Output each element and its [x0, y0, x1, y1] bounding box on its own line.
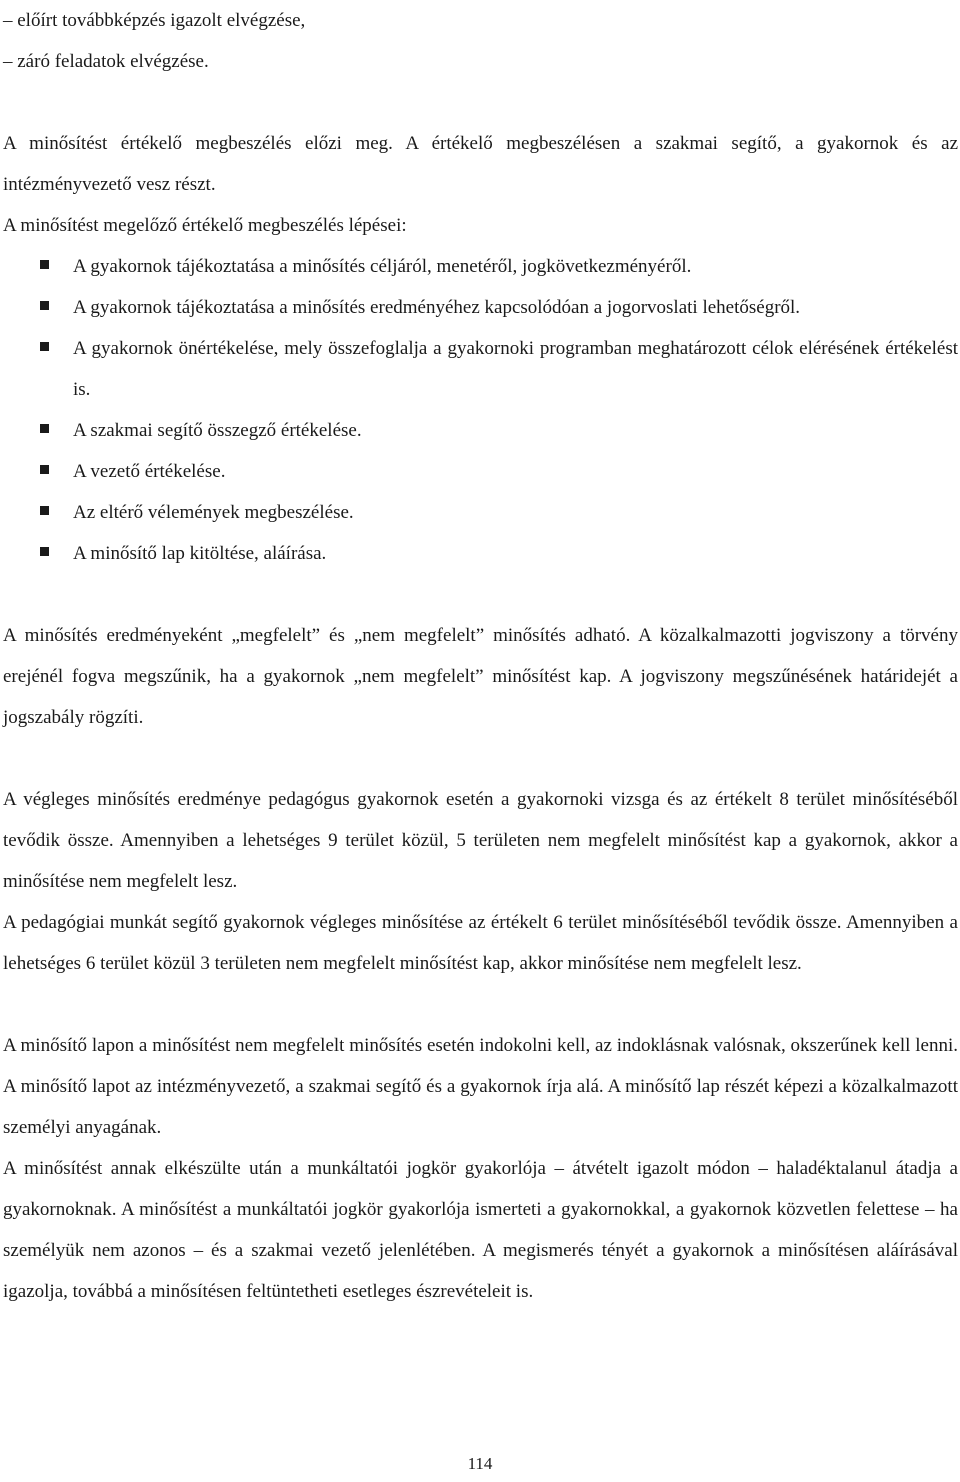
paragraph: A minősítést annak elkészülte után a munkáltatói jogkör gyakorlója – átvételt igazolt módon – haladéktalanul átadja a gyakornoknak. A minősítést a munkáltatói jogkör gyakorlója ismerteti a gyakornokkal, a gyakornok közvetlen felettese – ha személyük nem azonos – és a szakmai vezető jelenlétében. A megismerés tényét a gyakornok a minősítésen aláírásával igazolja, továbbá a minősítésen feltüntetheti esetleges észrevételeit is.: [3, 1158, 958, 1302]
square-bullet-icon: [40, 301, 49, 310]
square-bullet-icon: [40, 506, 49, 515]
list-item: [3, 533, 958, 574]
square-bullet-icon: [40, 260, 49, 269]
list-item-text: A szakmai segítő összegző értékelése.: [73, 420, 362, 441]
list-item: – záró feladatok elvégzése.: [3, 51, 209, 72]
list-item-text: A gyakornok tájékoztatása a minősítés eredményéhez kapcsolódóan a jogorvoslati lehetőségről.: [73, 297, 801, 318]
paragraph: A minősítés eredményeként „megfelelt” és „nem megfelelt” minősítés adható. A közalkalmazotti jogviszony a törvény erejénél fogva megszűnik, ha a gyakornok „nem megfelelt” minősítést kap. A jogviszony megszűnésének határidejét a jogszabály rögzíti.: [3, 625, 958, 728]
square-bullet-icon: [40, 424, 49, 433]
square-bullet-icon: [40, 547, 49, 556]
list-item: [3, 328, 958, 410]
list-item: – előírt továbbképzés igazolt elvégzése,: [3, 10, 306, 31]
list-item: [3, 492, 958, 533]
list-item-text: A gyakornok önértékelése, mely összefoglalja a gyakornoki programban meghatározott célok elérésének értékelést is.: [73, 338, 958, 400]
list-item-text: A minősítő lap kitöltése, aláírása.: [73, 543, 327, 564]
list-item: [3, 287, 958, 328]
paragraph: A végleges minősítés eredménye pedagógus gyakornok esetén a gyakornoki vizsga és az értékelt 8 terület minősítéséből tevődik össze. Amennyiben a lehetséges 9 terület közül, 5 területen nem megfelelt minősítést kap a gyakornok, akkor a minősítése nem megfelelt lesz.: [3, 789, 958, 892]
square-bullet-icon: [40, 465, 49, 474]
page-number: 114: [467, 1454, 493, 1473]
steps-list: [3, 246, 958, 574]
paragraph: A pedagógiai munkát segítő gyakornok végleges minősítése az értékelt 6 terület minősítéséből tevődik össze. Amennyiben a lehetséges 6 terület közül 3 területen nem megfelelt minősítést kap, akkor minősítése nem megfelelt lesz.: [3, 912, 958, 974]
paragraph: A minősítő lapon a minősítést nem megfelelt minősítés esetén indokolni kell, az indoklásnak valósnak, okszerűnek kell lenni. A minősítő lapot az intézményvezető, a szakmai segítő és a gyakornok írja alá. A minősítő lap részét képezi a közalkalmazott személyi anyagának.: [3, 1035, 958, 1138]
list-item-text: A gyakornok tájékoztatása a minősítés céljáról, menetéről, jogkövetkezményéről.: [73, 256, 692, 277]
list-item: [3, 451, 958, 492]
document-page: [3, 0, 958, 1312]
list-item-text: A vezető értékelése.: [73, 461, 226, 482]
paragraph: A minősítést megelőző értékelő megbeszélés lépései:: [3, 215, 407, 236]
paragraph: A minősítést értékelő megbeszélés előzi meg. A értékelő megbeszélésen a szakmai segítő, a gyakornok és az intézményvezető vesz részt.: [3, 133, 958, 195]
square-bullet-icon: [40, 342, 49, 351]
list-item: [3, 246, 958, 287]
list-item-text: Az eltérő vélemények megbeszélése.: [73, 502, 354, 523]
list-item: [3, 410, 958, 451]
